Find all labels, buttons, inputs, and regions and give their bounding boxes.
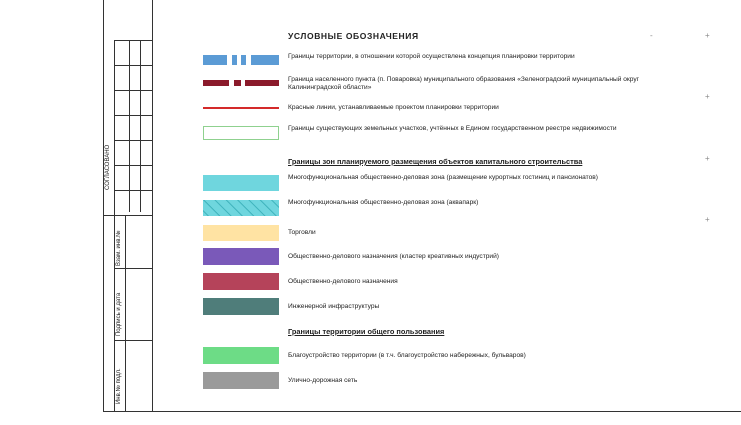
legend-title: УСЛОВНЫЕ ОБОЗНАЧЕНИЯ bbox=[288, 31, 419, 41]
legend-item-label: Граница населенного пункта (п. Поваровка) муниципального образования «Зеленоградский муниципальный округ Калининградской области» bbox=[288, 76, 640, 91]
public-landscaping-swatch bbox=[203, 347, 279, 364]
dash-mark: - bbox=[650, 31, 653, 40]
approval-stamp bbox=[103, 40, 152, 412]
plus-mark: + bbox=[705, 31, 710, 40]
public-road-network-swatch bbox=[203, 372, 279, 389]
stamp-signature-date-label: Подпись и дата bbox=[116, 292, 122, 336]
zone-engineering-swatch bbox=[203, 298, 279, 315]
zone-resort-swatch bbox=[203, 175, 279, 191]
zone-creative-cluster-swatch bbox=[203, 248, 279, 265]
legend bbox=[203, 0, 663, 412]
land-parcels-swatch bbox=[203, 126, 279, 140]
zone-aquapark-swatch bbox=[203, 200, 279, 216]
plus-mark: + bbox=[705, 92, 710, 101]
stamp-inventory-original-label: Инв.№ подл. bbox=[116, 368, 122, 404]
sheet-inner-border bbox=[152, 0, 153, 412]
red-lines-swatch bbox=[203, 107, 279, 110]
legend-item-label: Многофункциональная общественно-деловая зона (размещение курортных гостиниц и пансионатов) bbox=[288, 174, 598, 181]
zone-trade-swatch bbox=[203, 225, 279, 241]
legend-item-label: Благоустройство территории (в т.ч. благоустройство набережных, бульваров) bbox=[288, 352, 526, 359]
stamp-agreed-label: СОГЛАСОВАНО bbox=[105, 144, 111, 190]
legend-item-label: Границы территории, в отношении которой осуществлена концепция планировки территории bbox=[288, 53, 575, 60]
public-heading: Границы территории общего пользования bbox=[288, 327, 445, 336]
legend-item-label: Общественно-делового назначения bbox=[288, 278, 398, 285]
legend-item-label: Общественно-делового назначения (кластер креативных индустрий) bbox=[288, 253, 499, 260]
legend-item-label: Инженерной инфраструктуры bbox=[288, 303, 380, 310]
territory-boundary-swatch bbox=[203, 55, 279, 65]
legend-item-label: Улично-дорожная сеть bbox=[288, 377, 358, 384]
plus-mark: + bbox=[705, 154, 710, 163]
zone-business-swatch bbox=[203, 273, 279, 290]
legend-item-label: Границы существующих земельных участков, учтённых в Едином государственном реестре недвижимости bbox=[288, 125, 617, 132]
zones-heading: Границы зон планируемого размещения объектов капитального строительства bbox=[288, 157, 583, 166]
legend-item-label: Торговли bbox=[288, 229, 316, 236]
legend-item-label: Красные линии, устанавливаемые проектом планировки территории bbox=[288, 104, 499, 111]
stamp-inventory-swap-label: Взам. инв.№ bbox=[116, 230, 122, 266]
legend-item-label: Многофункциональная общественно-деловая зона (аквапарк) bbox=[288, 199, 479, 206]
settlement-boundary-swatch bbox=[203, 80, 279, 86]
plus-mark: + bbox=[705, 215, 710, 224]
